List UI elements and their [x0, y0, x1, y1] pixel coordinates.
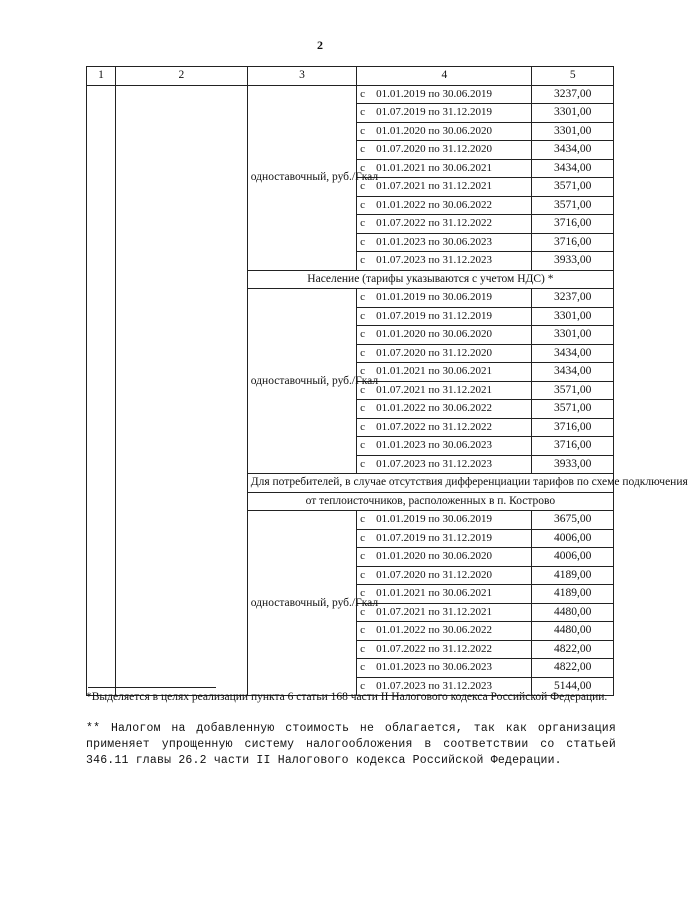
tariff-value: 3301,00 [532, 326, 614, 345]
period-cell [357, 252, 532, 271]
tariff-value: 3933,00 [532, 252, 614, 271]
period-prefix: с [360, 402, 366, 415]
period-prefix: с [360, 87, 366, 100]
section-population: Население (тарифы указываются с учетом НДС) * [247, 270, 613, 289]
page-number: 2 [317, 38, 323, 52]
tariff-value: 4822,00 [532, 659, 614, 678]
period-range: 01.07.2023 по 31.12.2023 [376, 254, 493, 267]
footnote-second: ** Налогом на добавленную стоимость не облагается, так как организация применяет упрощенную систему налогообложения в соответствии со статьей 346.11 главы 26.2 части II Налогового кодекса Российской Федерации. [86, 722, 616, 767]
period-prefix: с [360, 457, 366, 470]
period-cell [357, 122, 532, 141]
period-range: 01.01.2021 по 30.06.2021 [376, 365, 493, 378]
col1-cell [87, 85, 116, 696]
tariff-value: 3571,00 [532, 196, 614, 215]
period-cell [357, 215, 532, 234]
period-range: 01.07.2019 по 31.12.2019 [376, 531, 493, 544]
tariff-value: 3434,00 [532, 344, 614, 363]
period-cell [357, 511, 532, 530]
table-row [87, 85, 614, 104]
tariff-value: 3237,00 [532, 85, 614, 104]
header-cell-2: 2 [116, 67, 248, 86]
period-range: 01.01.2021 по 30.06.2021 [376, 587, 493, 600]
period-prefix: с [360, 605, 366, 618]
period-range: 01.07.2023 по 31.12.2023 [376, 457, 493, 470]
tariff-value: 3933,00 [532, 455, 614, 474]
period-range: 01.07.2021 по 31.12.2021 [376, 180, 493, 193]
period-cell [357, 437, 532, 456]
period-cell [357, 196, 532, 215]
period-range: 01.01.2023 по 30.06.2023 [376, 661, 493, 674]
period-range: 01.07.2023 по 31.12.2023 [376, 679, 493, 692]
tariff-value: 4006,00 [532, 529, 614, 548]
period-range: 01.01.2020 по 30.06.2020 [376, 328, 493, 341]
tariff-value: 3434,00 [532, 363, 614, 382]
header-cell-5: 5 [532, 67, 614, 86]
period-range: 01.01.2022 по 30.06.2022 [376, 198, 493, 211]
tariff-value: 4189,00 [532, 585, 614, 604]
period-prefix: с [360, 624, 366, 637]
tariff-value: 3716,00 [532, 437, 614, 456]
period-cell [357, 548, 532, 567]
period-prefix: с [360, 161, 366, 174]
tariff-value: 3434,00 [532, 159, 614, 178]
period-cell [357, 585, 532, 604]
period-prefix: с [360, 531, 366, 544]
period-range: 01.01.2021 по 30.06.2021 [376, 161, 493, 174]
period-cell [357, 344, 532, 363]
tariff-value: 3571,00 [532, 400, 614, 419]
col2-cell [116, 85, 248, 696]
header-cell-1: 1 [87, 67, 116, 86]
section-consumers: Для потребителей, в случае отсутствия дифференциации тарифов по схеме подключения [247, 474, 613, 493]
tariff-value: 3716,00 [532, 418, 614, 437]
period-range: 01.07.2020 по 31.12.2020 [376, 346, 493, 359]
period-range: 01.07.2019 по 31.12.2019 [376, 106, 493, 119]
tariff-value: 3237,00 [532, 289, 614, 308]
period-cell [357, 159, 532, 178]
period-cell [357, 455, 532, 474]
period-prefix: с [360, 180, 366, 193]
tariff-value: 3571,00 [532, 178, 614, 197]
period-prefix: с [360, 124, 366, 137]
period-range: 01.01.2023 по 30.06.2023 [376, 235, 493, 248]
period-range: 01.01.2023 по 30.06.2023 [376, 439, 493, 452]
period-range: 01.01.2020 по 30.06.2020 [376, 550, 493, 563]
period-range: 01.01.2022 по 30.06.2022 [376, 402, 493, 415]
header-cell-4: 4 [357, 67, 532, 86]
footnote-divider [88, 687, 216, 688]
period-prefix: с [360, 679, 366, 692]
unit-cell: одноставочный, руб./Гкал [247, 511, 356, 696]
period-cell [357, 659, 532, 678]
period-prefix: с [360, 143, 366, 156]
tariff-value: 3301,00 [532, 307, 614, 326]
unit-cell: одноставочный, руб./Гкал [247, 85, 356, 270]
footnote-first: *Выделяется в целях реализации пункта 6 статьи 168 части II Налогового кодекса Российской Федерации. [86, 691, 608, 703]
tariff-value: 3301,00 [532, 122, 614, 141]
tariff-value: 3301,00 [532, 104, 614, 123]
period-prefix: с [360, 439, 366, 452]
tariff-value: 3434,00 [532, 141, 614, 160]
period-prefix: с [360, 198, 366, 211]
period-prefix: с [360, 328, 366, 341]
period-range: 01.01.2020 по 30.06.2020 [376, 124, 493, 137]
tariff-value: 3571,00 [532, 381, 614, 400]
period-prefix: с [360, 587, 366, 600]
tariff-value: 4822,00 [532, 640, 614, 659]
period-cell [357, 400, 532, 419]
period-range: 01.07.2019 по 31.12.2019 [376, 309, 493, 322]
period-prefix: с [360, 550, 366, 563]
period-range: 01.01.2022 по 30.06.2022 [376, 624, 493, 637]
period-range: 01.07.2022 по 31.12.2022 [376, 420, 493, 433]
tariff-table [86, 66, 688, 696]
period-cell [357, 418, 532, 437]
tariff-value: 3716,00 [532, 215, 614, 234]
period-cell [357, 566, 532, 585]
period-range: 01.07.2021 по 31.12.2021 [376, 383, 493, 396]
period-range: 01.07.2020 по 31.12.2020 [376, 143, 493, 156]
tariff-value: 4480,00 [532, 622, 614, 641]
period-prefix: с [360, 346, 366, 359]
period-prefix: с [360, 217, 366, 230]
header-row [87, 67, 614, 86]
header-cell-3: 3 [247, 67, 356, 86]
section-sources: от теплоисточников, расположенных в п. Кострово [247, 492, 613, 511]
tariff-value: 4006,00 [532, 548, 614, 567]
period-range: 01.01.2019 по 30.06.2019 [376, 87, 493, 100]
tariff-value: 4480,00 [532, 603, 614, 622]
period-cell [357, 529, 532, 548]
period-cell [357, 104, 532, 123]
period-cell [357, 326, 532, 345]
period-range: 01.07.2022 по 31.12.2022 [376, 642, 493, 655]
period-prefix: с [360, 568, 366, 581]
period-cell [357, 178, 532, 197]
period-prefix: с [360, 309, 366, 322]
period-cell [357, 603, 532, 622]
period-prefix: с [360, 383, 366, 396]
period-cell [357, 640, 532, 659]
period-prefix: с [360, 291, 366, 304]
period-cell [357, 289, 532, 308]
period-cell [357, 622, 532, 641]
period-prefix: с [360, 420, 366, 433]
period-prefix: с [360, 235, 366, 248]
period-range: 01.01.2019 по 30.06.2019 [376, 291, 493, 304]
period-prefix: с [360, 513, 366, 526]
period-cell [357, 307, 532, 326]
period-cell [357, 363, 532, 382]
period-range: 01.07.2021 по 31.12.2021 [376, 605, 493, 618]
period-range: 01.01.2019 по 30.06.2019 [376, 513, 493, 526]
tariff-value: 4189,00 [532, 566, 614, 585]
period-prefix: с [360, 642, 366, 655]
tariff-value: 3716,00 [532, 233, 614, 252]
period-prefix: с [360, 661, 366, 674]
period-cell [357, 85, 532, 104]
tariff-value: 3675,00 [532, 511, 614, 530]
period-prefix: с [360, 254, 366, 267]
period-range: 01.07.2020 по 31.12.2020 [376, 568, 493, 581]
period-cell [357, 233, 532, 252]
period-prefix: с [360, 106, 366, 119]
period-range: 01.07.2022 по 31.12.2022 [376, 217, 493, 230]
period-prefix: с [360, 365, 366, 378]
period-cell [357, 381, 532, 400]
tariff-value: 5144,00 [532, 677, 614, 696]
period-cell [357, 141, 532, 160]
unit-cell: одноставочный, руб./Гкал [247, 289, 356, 474]
